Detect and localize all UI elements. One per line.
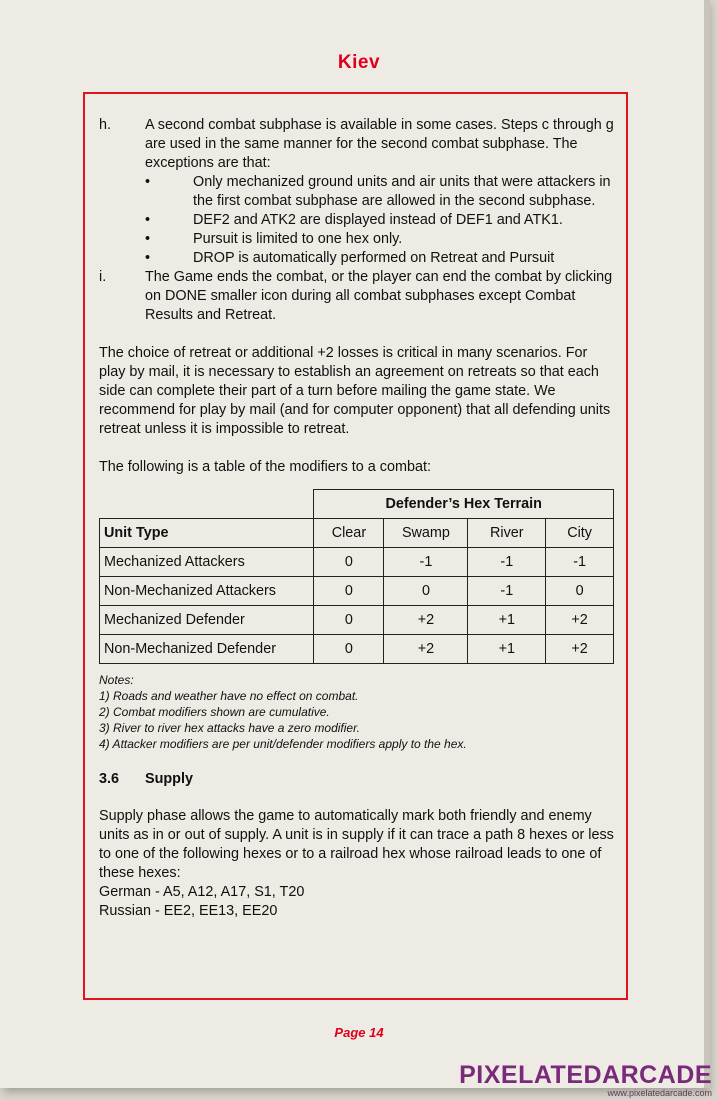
table-row: Mechanized Attackers 0 -1 -1 -1 <box>100 548 614 577</box>
note-item: 4) Attacker modifiers are per unit/defender modifiers apply to the hex. <box>99 737 467 751</box>
bullet-icon: • <box>145 212 151 228</box>
list-item: • DEF2 and ATK2 are displayed instead of DEF1 and ATK1. <box>145 212 563 228</box>
bullet-icon: • <box>145 174 151 190</box>
list-item: • DROP is automatically performed on Retreat and Pursuit <box>145 250 555 266</box>
table-notes <box>99 672 614 752</box>
page-binding-edge <box>704 0 710 1088</box>
note-item: 2) Combat modifiers shown are cumulative. <box>99 705 330 719</box>
retreat-paragraph: The choice of retreat or additional +2 losses is critical in many scenarios. For play by mail, it is necessary to establish an agreement on retreats so that each side can complete their part of a turn before mailing the game state. We recommend for play by mail (and for computer opponent) that all defending units retreat unless it is impossible to retreat. <box>99 345 611 437</box>
column-header: Clear <box>314 519 384 548</box>
list-item: • Pursuit is limited to one hex only. <box>145 231 403 247</box>
section-heading-supply <box>99 770 614 789</box>
page-number: Page 14 <box>334 1025 384 1040</box>
step-i <box>99 268 614 325</box>
page-title: Kiev <box>337 52 381 73</box>
table-row: Non-Mechanized Attackers 0 0 -1 0 <box>100 577 614 606</box>
section-title: Supply <box>145 771 193 787</box>
combat-modifier-table <box>99 489 614 664</box>
step-h <box>99 116 614 268</box>
terrain-group-header: Defender’s Hex Terrain <box>314 490 614 519</box>
section-number: 3.6 <box>99 771 120 787</box>
table-row: Mechanized Defender 0 +2 +1 +2 <box>100 606 614 635</box>
watermark <box>459 1062 712 1098</box>
notes-label: Notes: <box>99 673 134 687</box>
column-header: Unit Type <box>100 519 314 548</box>
german-hexes: German - A5, A12, A17, S1, T20 <box>99 884 305 900</box>
table-intro: The following is a table of the modifiers to a combat: <box>99 459 431 475</box>
step-text: A second combat subphase is available in some cases. Steps c through g are used in the same manner for the second combat subphase. The exceptions are that: <box>145 117 614 171</box>
watermark-url: www.pixelatedarcade.com <box>607 1088 712 1098</box>
column-header: Swamp <box>384 519 468 548</box>
note-item: 1) Roads and weather have no effect on combat. <box>99 689 359 703</box>
table-row: Non-Mechanized Defender 0 +2 +1 +2 <box>100 635 614 664</box>
step-text: The Game ends the combat, or the player can end the combat by clicking on DONE smaller icon during all combat subphases except Combat Results and Retreat. <box>145 269 613 323</box>
watermark-name: PIXELATEDARCADE <box>459 1061 712 1089</box>
list-item: • Only mechanized ground units and air units that were attackers in the first combat subphase are allowed in the second subphase. <box>145 174 611 209</box>
content-body <box>99 116 614 921</box>
supply-paragraph: Supply phase allows the game to automatically mark both friendly and enemy units as in or out of supply. A unit is in supply if it can trace a path 8 hexes or less to one of the following hexes or to a railroad hex whose railroad leads to one of these hexes: <box>99 808 614 881</box>
step-marker: i. <box>99 269 107 285</box>
bullet-icon: • <box>145 250 151 266</box>
russian-hexes: Russian - EE2, EE13, EE20 <box>99 903 278 919</box>
table-header-row <box>100 519 614 548</box>
column-header: River <box>468 519 546 548</box>
step-marker: h. <box>99 117 112 133</box>
bullet-icon: • <box>145 231 151 247</box>
note-item: 3) River to river hex attacks have a zero modifier. <box>99 721 360 735</box>
exception-list <box>145 173 614 268</box>
column-header: City <box>546 519 614 548</box>
